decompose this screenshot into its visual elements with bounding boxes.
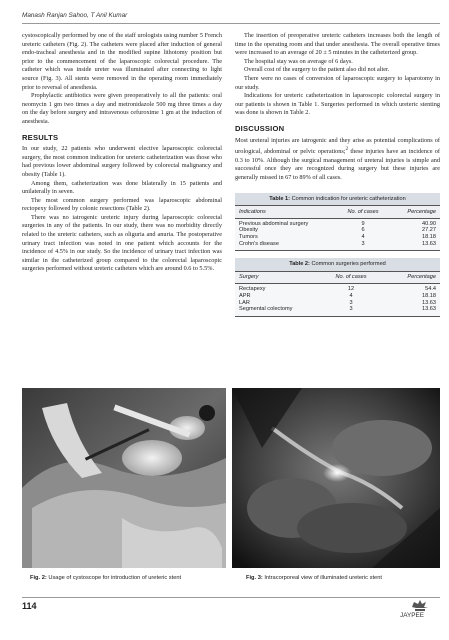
paragraph: The hospital stay was on average of 6 days.	[244, 57, 353, 65]
table-row: APR 4 18.18	[239, 292, 436, 299]
table-title-text: Common indication for ureteric catheterization	[291, 195, 406, 202]
column-header: Indications	[239, 208, 266, 215]
column-header: No. of cases	[335, 274, 367, 281]
table-row: LAR 3 13.63	[239, 299, 436, 306]
table-2-header	[235, 271, 440, 285]
figure-3-laparoscopic-view	[232, 388, 440, 568]
table-2	[235, 258, 440, 317]
figure-label: Fig. 2:	[30, 575, 47, 581]
figure-label: Fig. 3:	[246, 575, 263, 581]
right-column	[235, 32, 440, 317]
paragraph: Prophylactic antibiotics were given preoperatively to all the patients: oral neomycin 1 gm two times a day and metronidazole 500 mg three times a day on the day before surgery and intravenous cefuroxime 1 gm at the induction of anesthesia.	[22, 92, 222, 125]
paragraph: There were no cases of conversion of laparoscopic surgery to laparotomy in our study.	[235, 74, 440, 91]
figure-caption-text: Usage of cystoscope for introduction of ureteric stent	[48, 575, 182, 581]
header-rule	[22, 23, 440, 24]
paragraph	[235, 137, 440, 183]
paragraph: In our study, 22 patients who underwent elective laparoscopic colorectal surgery, the most common indication for ureteric catheterization was those who had previous lower abdominal surgery followed by colorectal malignancy and obesity (Table 1).	[22, 145, 222, 178]
table-row: Segmental colectomy 3 13.63	[239, 306, 436, 313]
footer-rule	[22, 597, 440, 598]
text-segment: Most ureteral injuries are iatrogenic and they arise as potential complications of urological, abdominal or pelvic operations;	[235, 136, 440, 156]
table-row: Previous abdominal surgery 9 40.90	[239, 220, 436, 227]
table-row: Crohn's disease 3 13.63	[239, 240, 436, 247]
publisher-name: JAYPEE	[400, 612, 425, 619]
table-1-header	[235, 205, 440, 219]
paragraph: Indications for ureteric catheterization in laparoscopic colorectal surgery in our patients is shown in Table 1. Surgeries performed in which ureteric stenting was done is shown in Table 2.	[235, 92, 440, 117]
citation-superscript: 2	[345, 146, 349, 153]
running-header-author: Manash Ranjan Sahoo, T Anil Kumar	[22, 12, 128, 19]
table-1	[235, 193, 440, 252]
column-header: Surgery	[239, 274, 259, 281]
table-title-text: Common surgeries performed	[311, 261, 386, 268]
table-label: Table 1:	[269, 195, 291, 202]
paragraph: Overall cost of the surgery to the patient also did not alter.	[244, 66, 390, 74]
discussion-heading: DISCUSSION	[235, 123, 285, 133]
text-segment: these injuries have an incidence of 0.3 to 10%. Although the surgical management of ureteral injuries is simple and successful once they are recognized during surgery but these injuries are generally missed in 67 to 89% of all cases.	[235, 148, 440, 181]
table-2-title	[235, 258, 440, 271]
figure-3-caption	[246, 575, 382, 581]
paragraph: The insertion of preoperative ureteric catheters increases both the length of time in the operating room and that under anesthesia. The overall operative times were increased to an average of 20 ± 5 minutes in the catheterized group.	[235, 32, 440, 57]
paragraph: Among them, catheterization was done bilaterally in 15 patients and unilaterally in seven.	[22, 179, 222, 196]
column-header: No. of cases	[347, 208, 379, 215]
table-1-body	[235, 219, 440, 251]
results-heading: RESULTS	[22, 132, 59, 142]
publisher-logo-icon	[412, 600, 428, 612]
figure-caption-text: Intracorporeal view of illuminated ureteric stent	[264, 575, 382, 581]
figure-2-caption	[30, 575, 181, 581]
figure-2-cystoscope-photo	[22, 388, 226, 568]
table-1-title	[235, 193, 440, 206]
paragraph: There was no iatrogenic ureteric injury during laparoscopic colorectal surgeries in any of the patients. In our study, there was no morbidity directly related to the ureteric catheters, such as oliguria and anuria. The postoperative urinary tract infection was noted in one patient which accounts for the incidence of 4.5% in our study. So the incidence of urinary tract infection was similar in the catheterized group compared to the colorectal laparoscopic surgeries performed without ureteric catheters which are around 0.6 to 5.5%.	[22, 213, 222, 273]
table-row: Obesity 6 27.27	[239, 227, 436, 234]
paragraph: The most common surgery performed was laparoscopic abdominal rectopexy followed by colonic resections (Table 2).	[22, 196, 222, 213]
table-row: Rectapexy 12 54.4	[239, 286, 436, 293]
column-header: Percentage	[407, 208, 436, 215]
table-label: Table 2:	[289, 261, 310, 268]
page-number: 114	[22, 601, 37, 611]
table-2-body	[235, 284, 440, 316]
column-header: Percentage	[407, 274, 436, 281]
paragraph: cystoscopically performed by one of the staff urologists using number 5 French ureteric catheters (Fig. 2). The catheters were placed after induction of general endo-tracheal anesthesia and in the modified supine lithotomy position but prior to the commencement of the laparoscopic colorectal procedure. The catheter which was inside ureter was illuminated after connecting to light source (Fig. 3). All stents were removed in the operating room immediately prior to reversal of anesthesia.	[22, 32, 222, 91]
table-row: Tumors 4 18.18	[239, 233, 436, 240]
left-column	[22, 32, 222, 274]
